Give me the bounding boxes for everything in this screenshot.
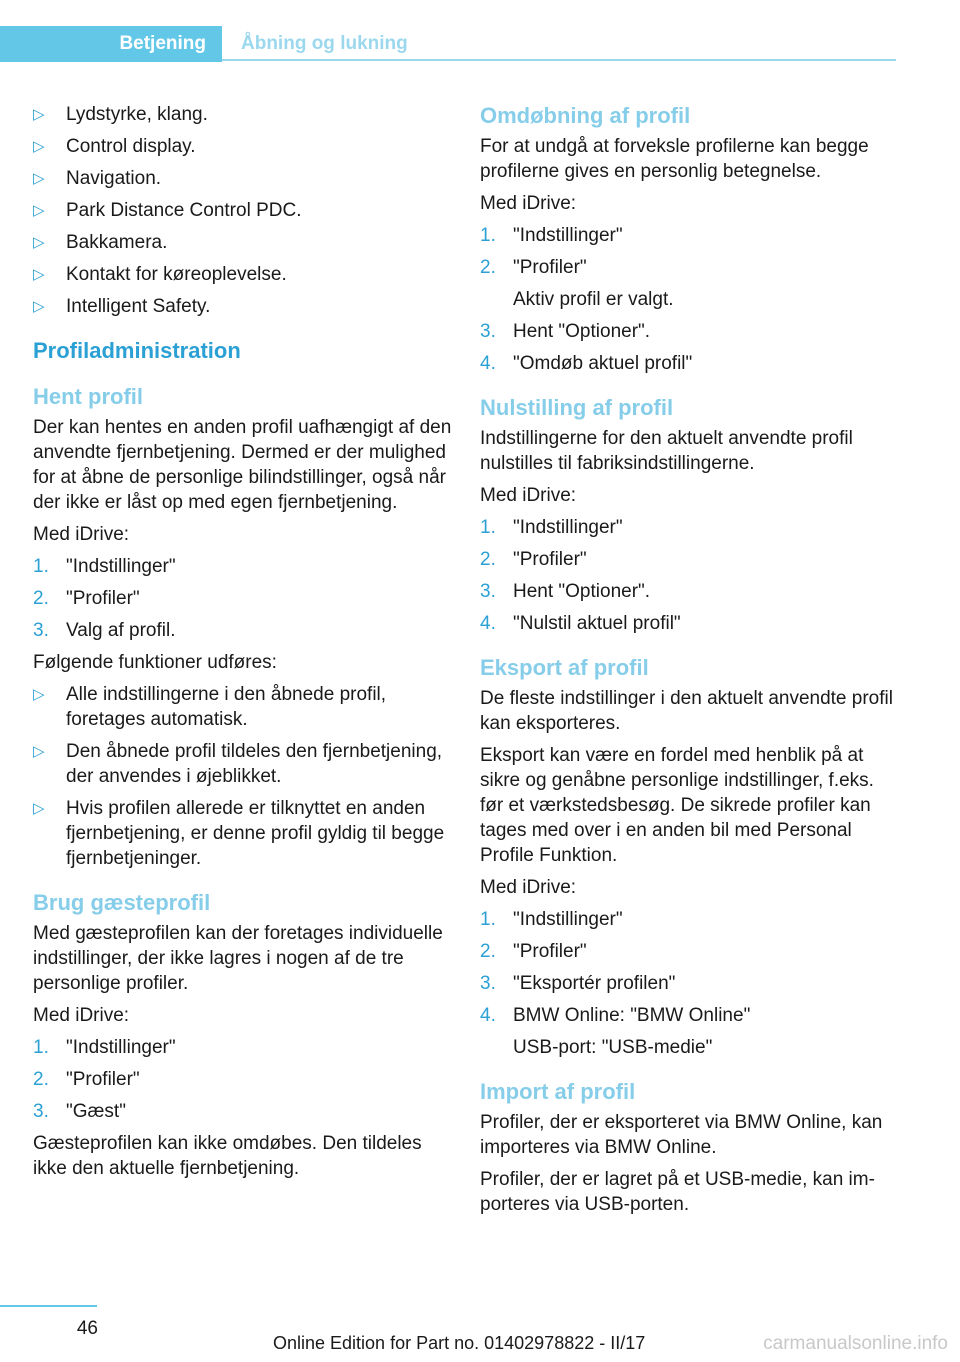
list-item: 3. Hent "Optioner". bbox=[480, 581, 651, 602]
step-number: 2. bbox=[480, 257, 496, 278]
function-list bbox=[33, 682, 453, 871]
step-number: 1. bbox=[33, 556, 49, 577]
triangle-bullet-icon: ▷ bbox=[33, 170, 45, 187]
paragraph: Med iDrive: bbox=[480, 193, 577, 214]
paragraph: Følgende funktioner udføres: bbox=[33, 652, 277, 673]
step-number: 1. bbox=[480, 909, 496, 930]
step-number: 1. bbox=[33, 1037, 49, 1058]
heading-profiladministration: Profiladministration bbox=[33, 338, 241, 363]
paragraph: Profiler, der er lagret på et USB-medie, kan importeres via USB-porten. bbox=[480, 1169, 875, 1215]
step-number: 1. bbox=[480, 225, 496, 246]
section-tab: Betjening bbox=[0, 26, 222, 62]
header-rule bbox=[222, 59, 896, 61]
list-item: ▷ Hvis profilen allerede er tilknyttet en anden fjernbetjening, er denne profil gyldig til begge fjernbetjeninger. bbox=[33, 798, 445, 869]
list-item: ▷ Alle indstillingerne i den åbnede profil, foretages automatisk. bbox=[33, 684, 387, 730]
step-number: 2. bbox=[480, 941, 496, 962]
list-item: 2. "Profiler" bbox=[480, 941, 587, 962]
step-number: 3. bbox=[33, 620, 49, 641]
list-item: 2. "Profiler" bbox=[33, 588, 140, 609]
triangle-bullet-icon: ▷ bbox=[33, 106, 45, 123]
page-header bbox=[0, 26, 896, 62]
footer-rule bbox=[0, 1305, 97, 1307]
list-item: ▷ Intelligent Safety. bbox=[33, 296, 211, 317]
step-list bbox=[480, 907, 900, 1060]
page-number: 46 bbox=[76, 1318, 98, 1339]
triangle-bullet-icon: ▷ bbox=[33, 800, 45, 817]
step-number: 4. bbox=[480, 1005, 496, 1026]
list-item: 3. Valg af profil. bbox=[33, 620, 176, 641]
triangle-bullet-icon: ▷ bbox=[33, 234, 45, 251]
step-number: 4. bbox=[480, 613, 496, 634]
step-list bbox=[480, 223, 900, 376]
paragraph: Med iDrive: bbox=[480, 485, 577, 506]
right-column bbox=[480, 102, 900, 1224]
step-number: 2. bbox=[33, 1069, 49, 1090]
triangle-bullet-icon: ▷ bbox=[33, 202, 45, 219]
subsection-tab: Åbning og lukning bbox=[241, 33, 408, 54]
paragraph: Profiler, der er eksporteret via BMW Online, kan importeres via BMW Online. bbox=[480, 1112, 883, 1158]
triangle-bullet-icon: ▷ bbox=[33, 298, 45, 315]
feature-list bbox=[33, 102, 453, 319]
list-item: 1. "Indstillinger" bbox=[480, 517, 623, 538]
paragraph: For at undgå at forveksle profilerne kan begge profilerne gives en personlig betegnelse. bbox=[480, 136, 869, 182]
step-number: 3. bbox=[480, 321, 496, 342]
heading-eksport: Eksport af profil bbox=[480, 655, 649, 680]
triangle-bullet-icon: ▷ bbox=[33, 686, 45, 703]
heading-nulstilling: Nulstilling af profil bbox=[480, 395, 674, 420]
heading-brug-gaesteprofil: Brug gæsteprofil bbox=[33, 890, 211, 915]
step-note: USB-port: "USB-medie" bbox=[513, 1037, 713, 1058]
step-note: Aktiv profil er valgt. bbox=[513, 289, 674, 310]
list-item: ▷ Den åbnede profil tildeles den fjernbetjening, der anvendes i øjeblikket. bbox=[33, 741, 443, 787]
step-number: 2. bbox=[33, 588, 49, 609]
triangle-bullet-icon: ▷ bbox=[33, 743, 45, 760]
list-item: 1. "Indstillinger" bbox=[480, 225, 623, 246]
heading-omdobning: Omdøbning af profil bbox=[480, 103, 691, 128]
triangle-bullet-icon: ▷ bbox=[33, 138, 45, 155]
watermark: carmanualsonline.info bbox=[763, 1333, 948, 1354]
paragraph: Med iDrive: bbox=[480, 877, 577, 898]
step-number: 4. bbox=[480, 353, 496, 374]
list-item: 3. "Eksportér profilen" bbox=[480, 973, 676, 994]
heading-import: Import af profil bbox=[480, 1079, 636, 1104]
step-number: 3. bbox=[33, 1101, 49, 1122]
step-number: 3. bbox=[480, 973, 496, 994]
list-item: 2. "Profiler" bbox=[480, 549, 587, 570]
list-item: 2. "Profiler" bbox=[33, 1069, 140, 1090]
edition-text: Online Edition for Part no. 01402978822 - II/17 bbox=[273, 1333, 646, 1353]
list-item: 2. "Profiler" Aktiv profil er valgt. bbox=[480, 255, 900, 312]
paragraph: De fleste indstillinger i den aktuelt anvendte profil kan eksporteres. bbox=[480, 688, 893, 734]
left-column bbox=[33, 102, 453, 1188]
step-number: 3. bbox=[480, 581, 496, 602]
paragraph: Eksport kan være en fordel med henblik på at sikre og genåbne personlige indstillinger, f.eks. før et værkstedsbesøg. De sikrede profiler kan tages med over i en anden bil med Personal Profile Funktion. bbox=[480, 745, 874, 866]
triangle-bullet-icon: ▷ bbox=[33, 266, 45, 283]
paragraph: Indstillingerne for den aktuelt anvendte profil nulstilles til fabriksindstillingerne. bbox=[480, 428, 853, 474]
list-item: 1. "Indstillinger" bbox=[33, 1037, 176, 1058]
list-item: ▷ Kontakt for køreoplevelse. bbox=[33, 264, 287, 285]
list-item: 1. "Indstillinger" bbox=[480, 909, 623, 930]
list-item: 3. Hent "Optioner". bbox=[480, 321, 651, 342]
paragraph: Der kan hentes en anden profil uafhængigt af den anvendte fjernbetjening. Dermed er der mulighed for at åbne de personlige bilindstillinger, også når der ikke er låst op med egen fjernbetjening. bbox=[33, 417, 452, 513]
list-item: ▷ Control display. bbox=[33, 136, 196, 157]
paragraph: Gæsteprofilen kan ikke omdøbes. Den tildeles ikke den aktuelle fjernbetjening. bbox=[33, 1133, 422, 1179]
step-number: 2. bbox=[480, 549, 496, 570]
list-item: ▷ Lydstyrke, klang. bbox=[33, 104, 208, 125]
step-list bbox=[33, 1035, 453, 1124]
paragraph: Med iDrive: bbox=[33, 1005, 130, 1026]
list-item: ▷ Park Distance Control PDC. bbox=[33, 200, 302, 221]
list-item: 3. "Gæst" bbox=[33, 1101, 126, 1122]
paragraph: Med gæsteprofilen kan der foretages individuelle indstillinger, der ikke lagres i nogen af de tre personlige profiler. bbox=[33, 923, 443, 994]
step-list bbox=[33, 554, 453, 643]
list-item: ▷ Bakkamera. bbox=[33, 232, 168, 253]
paragraph: Med iDrive: bbox=[33, 524, 130, 545]
list-item: ▷ Navigation. bbox=[33, 168, 162, 189]
list-item: 4. BMW Online: "BMW Online" USB-port: "USB-medie" bbox=[480, 1003, 900, 1060]
list-item: 1. "Indstillinger" bbox=[33, 556, 176, 577]
list-item: 4. "Nulstil aktuel profil" bbox=[480, 613, 681, 634]
heading-hent-profil: Hent profil bbox=[33, 384, 143, 409]
step-list bbox=[480, 515, 900, 636]
step-number: 1. bbox=[480, 517, 496, 538]
list-item: 4. "Omdøb aktuel profil" bbox=[480, 353, 693, 374]
